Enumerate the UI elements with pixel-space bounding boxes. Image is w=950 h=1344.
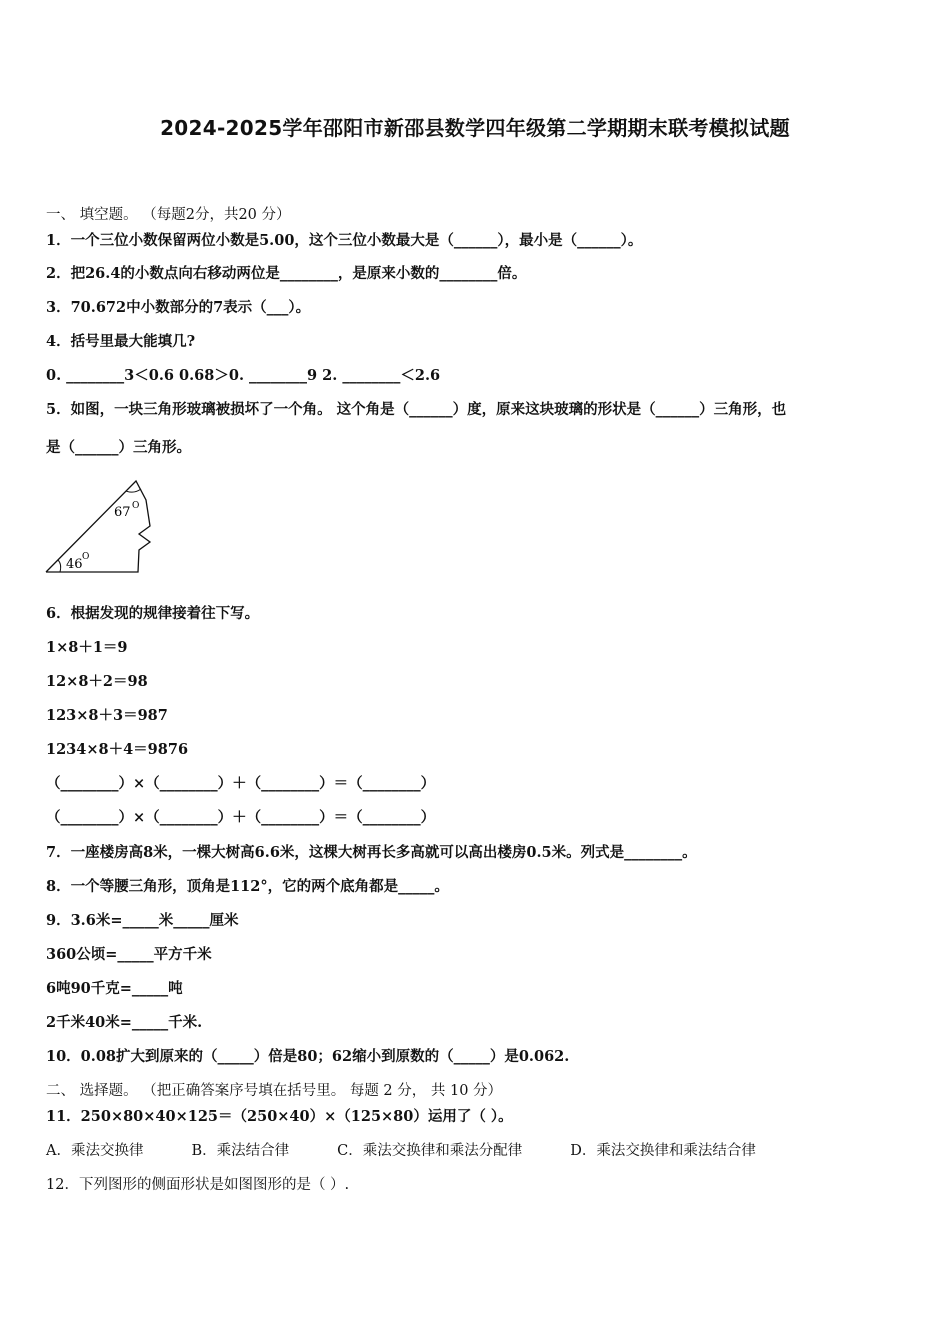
question-1: 1．一个三位小数保留两位小数是5.00，这个三位小数最大是（______），最小是（______）。 [46,232,643,249]
question-5-line-2: 是（______）三角形。 [46,439,191,456]
option-b: B．乘法结合律 [191,1143,290,1159]
option-c: C．乘法交换律和乘法分配律 [337,1143,523,1159]
question-8: 8．一个等腰三角形，顶角是112°，它的两个底角都是_____。 [46,878,449,895]
angle-label-bottom: 46 [66,557,83,572]
question-11-options [46,1139,756,1160]
question-6: 6．根据发现的规律接着往下写。 [46,605,260,622]
option-d: D．乘法交换律和乘法结合律 [570,1143,756,1159]
question-7: 7．一座楼房高8米，一棵大树高6.6米，这棵大树再长多高就可以高出楼房0.5米。列式是________。 [46,844,697,861]
question-11: 11．250×80×40×125＝（250×40）×（125×80）运用了（ ）。 [46,1108,513,1125]
question-9-line-3: 6吨90千克=_____吨 [46,980,183,997]
pattern-blank-1: （________）×（________）＋（________）＝（________） [46,775,436,792]
question-4-blanks: 0. ________3＜0.6 0.68＞0. ________9 2. ________＜2.6 [46,367,441,384]
question-3: 3．70.672中小数部分的7表示（___）。 [46,299,311,316]
question-10: 10．0.08扩大到原来的（_____）倍是80；62缩小到原数的（_____）是0.062. [46,1048,570,1065]
pattern-line-2: 12×8＋2＝98 [46,673,148,690]
page-title: 2024-2025学年邵阳市新邵县数学四年级第二学期期末联考模拟试题 [160,116,790,140]
pattern-blank-2: （________）×（________）＋（________）＝（________） [46,809,436,826]
question-9-line-2: 360公顷=_____平方千米 [46,946,212,963]
degree-mark-top: O [132,501,140,511]
pattern-line-3: 123×8＋3＝987 [46,707,168,724]
question-9: 9．3.6米=_____米_____厘米 [46,912,239,929]
question-2: 2．把26.4的小数点向右移动两位是________，是原来小数的________倍。 [46,265,527,282]
question-4: 4．括号里最大能填几? [46,333,196,350]
section-2-heading: 二、 选择题。 （把正确答案序号填在括号里。 每题 2 分， 共 10 分） [46,1083,503,1099]
question-5-line-1: 5．如图，一块三角形玻璃被损坏了一个角。 这个角是（______）度，原来这块玻璃的形状是（______）三角形，也 [46,401,787,418]
pattern-line-4: 1234×8＋4＝9876 [46,741,189,758]
triangle-outline [46,481,150,572]
question-9-line-4: 2千米40米=_____千米. [46,1014,203,1031]
angle-arc-bottom [58,560,61,572]
angle-label-top: 67 [114,505,131,520]
broken-triangle-figure [44,478,164,582]
option-a: A．乘法交换律 [46,1143,144,1159]
section-1-heading: 一、 填空题。 （每题2分，共20 分） [46,207,291,223]
question-12: 12．下列图形的侧面形状是如图图形的是（ ）. [46,1177,350,1193]
degree-mark-bottom: O [82,552,90,562]
pattern-line-1: 1×8＋1＝9 [46,639,128,656]
